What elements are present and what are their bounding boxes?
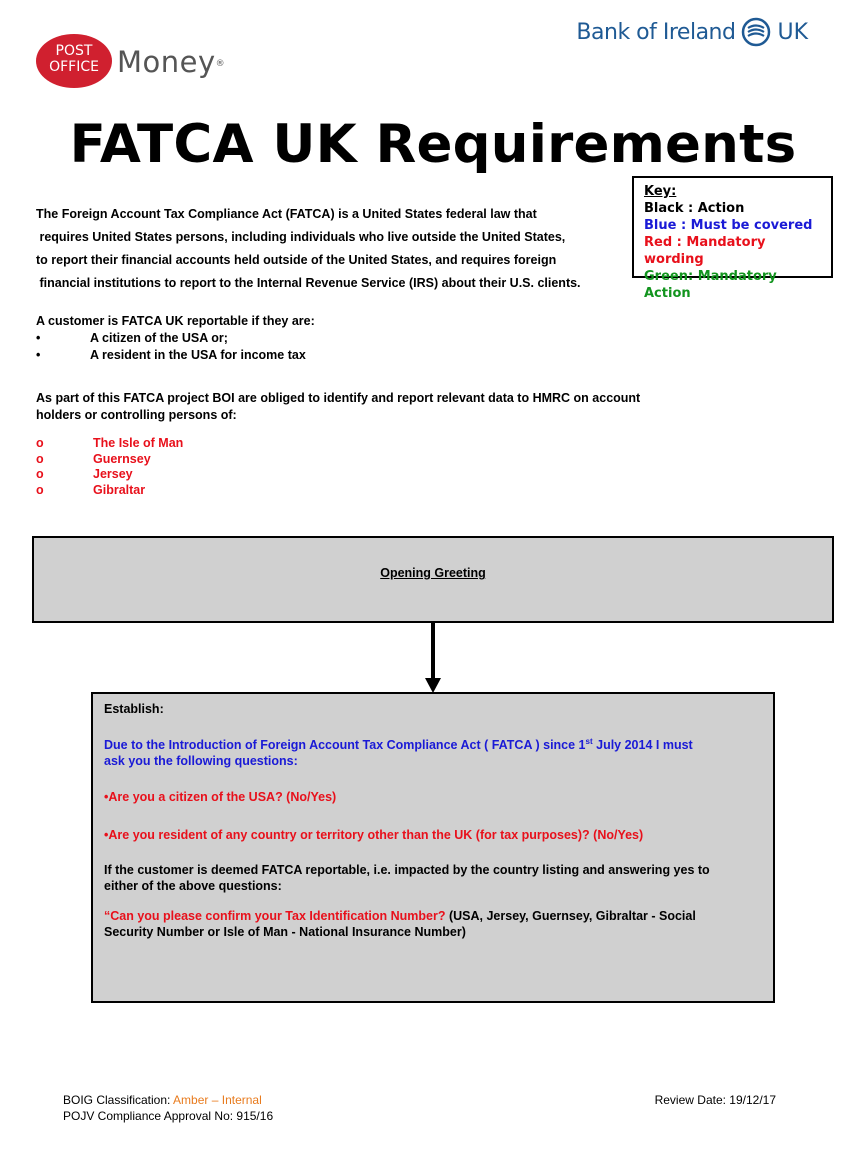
question-tax-residency: •Are you resident of any country or territory other than the UK (for tax purposes)? (No/Yes) <box>104 828 644 842</box>
boi-emblem-icon <box>741 17 771 47</box>
territory-name: Guernsey <box>93 451 151 466</box>
footer-left <box>63 1093 273 1124</box>
key-heading: Key: <box>644 184 677 199</box>
bullet-text: A citizen of the USA or; <box>90 331 228 345</box>
establish-intro-line1 <box>104 738 763 754</box>
classification <box>63 1093 273 1109</box>
post-office-money-logo <box>36 34 226 94</box>
boi-name: Bank of Ireland <box>576 19 736 45</box>
obligation-line: As part of this FATCA project BOI are obliged to identify and report relevant data to HMRC on account <box>36 391 641 405</box>
list-item <box>36 330 436 347</box>
intro-text: July 2014 I must <box>592 738 693 752</box>
list-mark: o <box>36 436 44 450</box>
obligation-paragraph <box>36 390 640 424</box>
list-mark: o <box>36 467 44 481</box>
territory-name: The Isle of Man <box>93 436 184 450</box>
tin-detail: (USA, Jersey, Guernsey, Gibraltar - Social <box>445 909 696 923</box>
obligation-line: holders or controlling persons of: <box>36 408 237 422</box>
list-item <box>36 467 336 483</box>
intro-line: financial institutions to report to the Internal Revenue Service (IRS) about their U.S. clients. <box>36 276 581 290</box>
list-mark: o <box>36 482 44 497</box>
establish-box <box>91 692 775 1003</box>
page-title: FATCA UK Requirements <box>69 114 797 175</box>
question-usa-citizen: •Are you a citizen of the USA? (No/Yes) <box>104 790 337 804</box>
intro-line: The Foreign Account Tax Compliance Act (FATCA) is a United States federal law that <box>36 207 537 221</box>
list-item <box>36 436 336 452</box>
key-item-red: Red : Mandatory wording <box>644 235 766 267</box>
establish-intro-line2: ask you the following questions: <box>104 753 298 768</box>
classification-value: Amber – Internal <box>173 1093 262 1107</box>
boi-region: UK <box>777 19 808 45</box>
classification-label: BOIG Classification: <box>63 1093 174 1107</box>
tin-question-line1 <box>104 909 763 925</box>
tin-question-line2: Security Number or Isle of Man - National Insurance Number) <box>104 924 466 939</box>
condition-line2: either of the above questions: <box>104 878 282 893</box>
establish-heading: Establish: <box>104 702 164 716</box>
opening-greeting-box <box>32 536 834 623</box>
reportable-lead: A customer is FATCA UK reportable if they are: <box>36 314 315 328</box>
territory-name: Jersey <box>93 467 133 481</box>
post-office-line1: POST <box>55 43 93 59</box>
intro-text: Due to the Introduction of Foreign Account Tax Compliance Act ( FATCA ) since 1 <box>104 738 586 752</box>
key-item-green: Green: Mandatory Action <box>644 269 777 301</box>
bullet-mark: • <box>36 331 41 345</box>
list-mark: o <box>36 451 44 466</box>
condition-line1: If the customer is deemed FATCA reportable, i.e. impacted by the country listing and answering yes to <box>104 863 710 877</box>
bullet-mark: • <box>36 348 41 362</box>
flow-arrow-down-icon <box>423 622 443 694</box>
bank-of-ireland-logo <box>576 16 808 48</box>
tin-question: “Can you please confirm your Tax Identification Number? <box>104 909 446 923</box>
post-office-line2: OFFICE <box>49 59 99 75</box>
key-legend <box>632 176 833 301</box>
key-item-action: Black : Action <box>644 201 745 216</box>
key-item-blue: Blue : Must be covered <box>644 218 813 233</box>
reportable-criteria <box>36 313 436 364</box>
fatca-intro <box>36 203 581 295</box>
list-item <box>36 452 336 468</box>
intro-line: requires United States persons, including individuals who live outside the United States, <box>36 230 566 244</box>
list-item <box>36 483 336 499</box>
list-item <box>36 347 436 364</box>
money-text: Money <box>117 45 216 79</box>
territory-name: Gibraltar <box>93 482 146 497</box>
bullet-text: A resident in the USA for income tax <box>90 348 306 362</box>
territory-list <box>36 436 336 498</box>
registered-mark: ® <box>215 59 226 69</box>
money-wordmark <box>117 45 225 79</box>
post-office-text <box>36 43 112 75</box>
compliance-approval: POJV Compliance Approval No: 915/16 <box>63 1108 274 1123</box>
review-date: Review Date: 19/12/17 <box>654 1093 776 1107</box>
ordinal-suffix: st <box>585 736 593 746</box>
intro-line: to report their financial accounts held outside of the United States, and requires foreign <box>36 253 557 267</box>
opening-greeting-label: Opening Greeting <box>380 566 486 580</box>
